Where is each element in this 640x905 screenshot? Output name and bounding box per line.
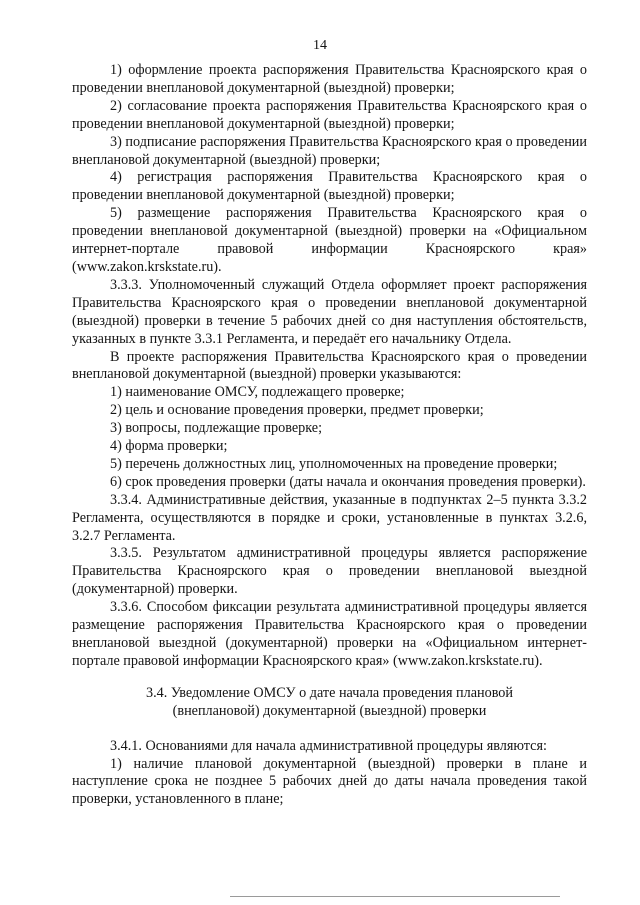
paragraph-3-3-6: 3.3.6. Способом фиксации результата административной процедуры является размещение распоряжения Правительства Красноярского края о проведении внеплановой выездной (документарной) проверки на «Официальном интернет-портале правовой информации Красноярского края» (www.zakon.krskstate.ru). — [72, 599, 587, 669]
page-bottom-rule — [230, 896, 560, 897]
paragraph-1-2: 2) согласование проекта распоряжения Правительства Красноярского края о проведении внеплановой документарной (выездной) проверки; — [72, 97, 587, 132]
paragraph-1-1: 1) оформление проекта распоряжения Правительства Красноярского края о проведении внеплановой документарной (выездной) проверки; — [72, 62, 587, 96]
list-item-3: 3) вопросы, подлежащие проверке; — [110, 420, 323, 437]
paragraph-1-4: 4) регистрация распоряжения Правительства Красноярского края о проведении внеплановой документарной (выездной) проверки; — [72, 169, 587, 204]
section-heading-line-1: 3.4. Уведомление ОМСУ о дате начала проведения плановой — [145, 684, 513, 701]
paragraph-3-3-5: 3.3.5. Результатом административной процедуры является распоряжение Правительства Красноярского края о проведении внеплановой выездной (документарной) проверки. — [72, 545, 587, 598]
list-item-1: 1) наименование ОМСУ, подлежащего проверке; — [110, 384, 405, 401]
section-heading-line-2: (внеплановой) документарной (выездной) проверки — [172, 702, 487, 719]
paragraph-3-3-4: 3.3.4. Административные действия, указанные в подпунктах 2–5 пункта 3.3.2 Регламента, осуществляются в порядке и сроки, установленные в пунктах 3.2.6, 3.2.7 Регламента. — [72, 491, 587, 544]
paragraph-1-3: 3) подписание распоряжения Правительства Красноярского края о проведении внеплановой документарной (выездной) проверки; — [72, 133, 587, 168]
list-item-4: 4) форма проверки; — [110, 438, 228, 455]
paragraph-1-5: 5) размещение распоряжения Правительства Красноярского края о проведении внеплановой документарной (выездной) проверки на «Официальном интернет-портале правовой информации Красноярского края» (www.zakon.krskstate.ru). — [72, 205, 587, 275]
list-item-5: 5) перечень должностных лиц, уполномоченных на проведение проверки; — [110, 455, 558, 472]
paragraph-3-3-3: 3.3.3. Уполномоченный служащий Отдела оформляет проект распоряжения Правительства Красноярского края о проведении внеплановой документарной (выездной) проверки в течение 5 рабочих дней со дня наступления обстоятельств, указанных в пункте 3.3.1 Регламента, и передаёт его начальнику Отдела. — [72, 276, 587, 347]
paragraph-draft-contents: В проекте распоряжения Правительства Красноярского края о проведении внеплановой документарной (выездной) проверки указываются: — [72, 348, 587, 383]
section-heading-3-4 — [72, 685, 587, 721]
paragraph-3-4-1: 3.4.1. Основаниями для начала административной процедуры являются: — [110, 737, 547, 754]
paragraph-3-4-1-item-1: 1) наличие плановой документарной (выездной) проверки в плане и наступление срока не позднее 5 рабочих дней до даты начала проведения такой проверки, установленного в плане; — [72, 755, 587, 808]
page-number: 14 — [313, 38, 327, 53]
list-item-2: 2) цель и основание проведения проверки, предмет проверки; — [110, 402, 484, 419]
list-item-6: 6) срок проведения проверки (даты начала и окончания проведения проверки). — [110, 473, 586, 490]
document-body — [72, 62, 587, 809]
